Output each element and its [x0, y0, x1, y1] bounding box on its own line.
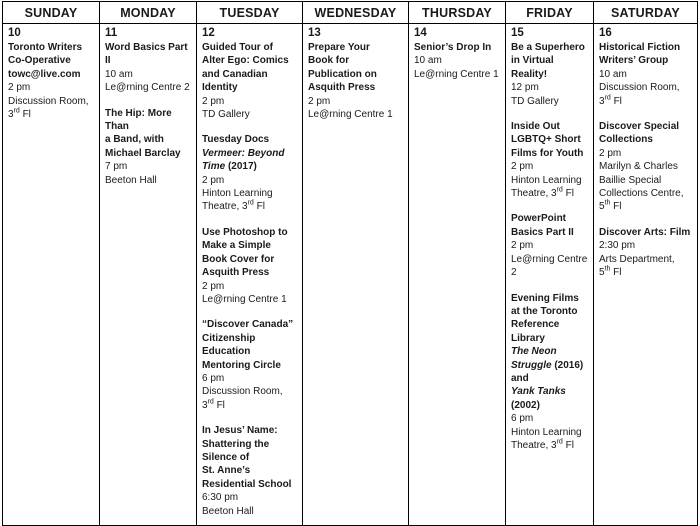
- event-title-line: Make a Simple: [202, 240, 271, 252]
- event-title-line: Publication on: [308, 68, 377, 80]
- event-location: Beeton Hall: [105, 174, 157, 186]
- date-number: 16: [599, 27, 612, 39]
- floor-ordinal: rd: [247, 200, 254, 208]
- floor-number: 3: [202, 399, 208, 411]
- calendar-grid: [2, 1, 698, 526]
- date-number: 14: [414, 27, 427, 39]
- event-title-line: Residential School: [202, 478, 292, 490]
- event-time: 6:30 pm: [202, 492, 239, 504]
- event-title-line: a Band, with: [105, 134, 164, 146]
- event-time: 10 am: [599, 68, 627, 80]
- floor-prefix: Theatre,: [511, 439, 552, 451]
- day-header-thursday: THURSDAY: [409, 2, 506, 24]
- event-title-line: Reality!: [511, 68, 548, 80]
- event-time: 2 pm: [202, 95, 225, 107]
- event-location: Le@rning Centre 1: [308, 109, 393, 121]
- film-title: Yank Tanks: [511, 386, 566, 398]
- day-header-saturday: SATURDAY: [594, 2, 698, 24]
- event-floor: [599, 266, 693, 279]
- event-title-line: towc@live.com: [8, 68, 81, 80]
- film-year: (2016): [551, 359, 584, 371]
- day-cell-friday: [506, 24, 594, 526]
- event-title-line: in Virtual: [511, 55, 554, 67]
- day-header-friday: FRIDAY: [506, 2, 594, 24]
- event-floor: [599, 95, 693, 108]
- floor-prefix: Theatre,: [511, 188, 552, 200]
- event-title-line: Basics Part II: [511, 226, 574, 238]
- event-location: Baillie Special: [599, 174, 662, 186]
- event-title-line: and Canadian: [202, 68, 268, 80]
- event-title-line: Citizenship: [202, 332, 256, 344]
- film-title: Vermeer: Beyond: [202, 147, 285, 159]
- event-time: 6 pm: [511, 413, 534, 425]
- event-entry[interactable]: [308, 41, 404, 121]
- event-time: 2 pm: [8, 82, 31, 94]
- event-title-line: Book for: [308, 55, 350, 67]
- event-title-line: Identity: [202, 82, 238, 94]
- event-location: TD Gallery: [511, 95, 559, 107]
- event-title-line: Writers’ Group: [599, 55, 669, 67]
- event-time: 2 pm: [599, 147, 622, 159]
- event-title-line: St. Anne’s: [202, 465, 251, 477]
- event-film-title-line: [202, 147, 298, 160]
- day-cell-monday: [100, 24, 197, 526]
- event-title-line: Evening Films: [511, 292, 579, 304]
- event-time: 12 pm: [511, 82, 539, 94]
- event-location: Le@rning Centre 1: [202, 293, 287, 305]
- event-entry[interactable]: [202, 133, 298, 213]
- event-time: 2 pm: [202, 174, 225, 186]
- event-location: Hinton Learning: [511, 174, 582, 186]
- event-title-line: Inside Out: [511, 121, 560, 133]
- event-time: 10 am: [105, 68, 133, 80]
- day-header-sunday: SUNDAY: [3, 2, 100, 24]
- film-year: (2002): [511, 399, 540, 411]
- event-entry[interactable]: [511, 292, 589, 453]
- date-number: 10: [8, 27, 21, 39]
- floor-prefix: Theatre,: [202, 201, 243, 213]
- event-floor: [511, 187, 589, 200]
- event-title-line: Reference: [511, 319, 560, 331]
- event-title-line: PowerPoint: [511, 213, 567, 225]
- floor-suffix: Fl: [610, 95, 622, 107]
- event-title-line: Shattering the: [202, 438, 270, 450]
- event-title-line: Silence of: [202, 451, 250, 463]
- film-year: (2017): [225, 161, 257, 173]
- event-film-title-line: [511, 359, 589, 372]
- event-entry[interactable]: [8, 41, 95, 121]
- event-title-line: Toronto Writers: [8, 42, 83, 53]
- day-cell-thursday: [409, 24, 506, 526]
- day-cell-saturday: [594, 24, 698, 526]
- event-title-line: Tuesday Docs: [202, 134, 270, 146]
- event-title-line: Michael Barclay: [105, 147, 181, 159]
- floor-ordinal: th: [604, 265, 611, 273]
- event-entry[interactable]: [599, 41, 693, 108]
- event-time: 10 am: [414, 55, 442, 67]
- day-header-wednesday: WEDNESDAY: [303, 2, 409, 24]
- event-time: 2 pm: [511, 161, 534, 173]
- floor-number: 3: [551, 188, 557, 200]
- floor-suffix: Fl: [610, 201, 622, 213]
- event-title-line: Prepare Your: [308, 42, 370, 53]
- day-header-monday: MONDAY: [100, 2, 197, 24]
- event-entry[interactable]: [105, 41, 192, 95]
- event-location: Hinton Learning: [202, 188, 273, 200]
- event-location: Marilyn & Charles: [599, 161, 678, 173]
- event-time: 2 pm: [308, 95, 331, 107]
- date-number: 15: [511, 27, 524, 39]
- event-title-line: Word Basics Part II: [105, 42, 188, 67]
- event-location: Arts Department,: [599, 253, 675, 265]
- floor-ordinal: rd: [207, 398, 214, 406]
- floor-suffix: Fl: [253, 201, 265, 213]
- event-title-line: and: [511, 372, 529, 384]
- floor-number: 5: [599, 267, 605, 279]
- film-title: Struggle: [511, 359, 552, 371]
- event-title-line: Be a Superhero: [511, 42, 585, 53]
- event-entry[interactable]: [105, 107, 192, 187]
- day-cell-tuesday: [197, 24, 303, 526]
- event-time: 2:30 pm: [599, 240, 636, 252]
- event-entry[interactable]: [599, 120, 693, 214]
- floor-ordinal: th: [604, 200, 611, 208]
- floor-ordinal: rd: [556, 186, 563, 194]
- floor-ordinal: rd: [556, 438, 563, 446]
- event-entry[interactable]: [511, 41, 589, 108]
- event-floor: [202, 200, 298, 213]
- event-title-line: Education: [202, 346, 251, 358]
- event-title-line: Senior’s Drop In: [414, 42, 492, 53]
- event-entry[interactable]: [599, 226, 693, 280]
- event-entry[interactable]: [202, 318, 298, 412]
- date-number: 12: [202, 27, 215, 39]
- event-title-line: Guided Tour of: [202, 42, 273, 53]
- event-entry[interactable]: [202, 424, 298, 518]
- floor-ordinal: rd: [604, 94, 611, 102]
- date-number: 11: [105, 27, 118, 39]
- event-title-line: Historical Fiction: [599, 42, 681, 53]
- event-entry[interactable]: [511, 120, 589, 200]
- event-title-line: at the Toronto: [511, 305, 578, 317]
- event-title-line: Collections: [599, 134, 653, 146]
- floor-number: 5: [599, 201, 605, 213]
- event-title-line: In Jesus’ Name:: [202, 425, 278, 437]
- event-title-line: LGBTQ+ Short: [511, 134, 581, 146]
- event-title-line: Use Photoshop to: [202, 226, 288, 238]
- floor-suffix: Fl: [213, 399, 225, 411]
- date-number: 13: [308, 27, 321, 39]
- event-title-line: “Discover Canada”: [202, 319, 294, 331]
- event-floor: [599, 200, 693, 213]
- floor-ordinal: rd: [13, 107, 20, 115]
- event-film-title-line: [202, 160, 298, 173]
- event-title-line: Mentoring Circle: [202, 359, 281, 371]
- event-location: TD Gallery: [202, 109, 250, 121]
- floor-suffix: Fl: [562, 439, 574, 451]
- floor-suffix: Fl: [19, 109, 31, 121]
- event-entry[interactable]: [511, 212, 589, 279]
- event-location: Discussion Room,: [599, 82, 680, 94]
- event-title-line: The Hip: More Than: [105, 107, 172, 133]
- floor-number: 3: [8, 109, 14, 121]
- event-entry[interactable]: [202, 226, 298, 306]
- event-location: Collections Centre,: [599, 188, 684, 200]
- event-location: Beeton Hall: [202, 505, 254, 517]
- event-time: 6 pm: [202, 372, 225, 384]
- event-title-line: Asquith Press: [202, 267, 270, 279]
- event-entry[interactable]: [414, 41, 501, 81]
- film-title: The Neon: [511, 346, 557, 358]
- event-location: Discussion Room,: [202, 386, 283, 398]
- floor-number: 3: [599, 95, 605, 107]
- event-location: Discussion Room,: [8, 95, 89, 107]
- event-title-line: Asquith Press: [308, 82, 376, 94]
- floor-number: 3: [551, 439, 557, 451]
- event-title-line: Discover Arts: Film: [599, 226, 691, 238]
- film-title: Time: [202, 161, 226, 173]
- event-time: 7 pm: [105, 161, 128, 173]
- event-entry[interactable]: [202, 41, 298, 121]
- event-floor: [202, 399, 298, 412]
- event-location: 2: [511, 267, 517, 279]
- floor-number: 3: [242, 201, 248, 213]
- event-location: Le@rning Centre: [511, 253, 588, 265]
- event-title-line: Book Cover for: [202, 253, 275, 265]
- event-title-line: Co-Operative: [8, 55, 71, 67]
- day-cell-sunday: [3, 24, 100, 526]
- event-floor: [8, 108, 95, 121]
- event-floor: [511, 439, 589, 452]
- floor-suffix: Fl: [610, 267, 622, 279]
- event-location: Le@rning Centre 2: [105, 82, 190, 94]
- event-location: Hinton Learning: [511, 426, 582, 438]
- day-cell-wednesday: [303, 24, 409, 526]
- event-time: 2 pm: [511, 240, 534, 252]
- floor-suffix: Fl: [562, 188, 574, 200]
- event-title-line: Alter Ego: Comics: [202, 55, 289, 67]
- event-location: Le@rning Centre 1: [414, 68, 499, 80]
- event-title-line: Library: [511, 332, 545, 344]
- event-time: 2 pm: [202, 280, 225, 292]
- event-title-line: Discover Special: [599, 121, 680, 133]
- event-film-title-line: [511, 345, 589, 358]
- day-header-tuesday: TUESDAY: [197, 2, 303, 24]
- event-title-line: Films for Youth: [511, 147, 584, 159]
